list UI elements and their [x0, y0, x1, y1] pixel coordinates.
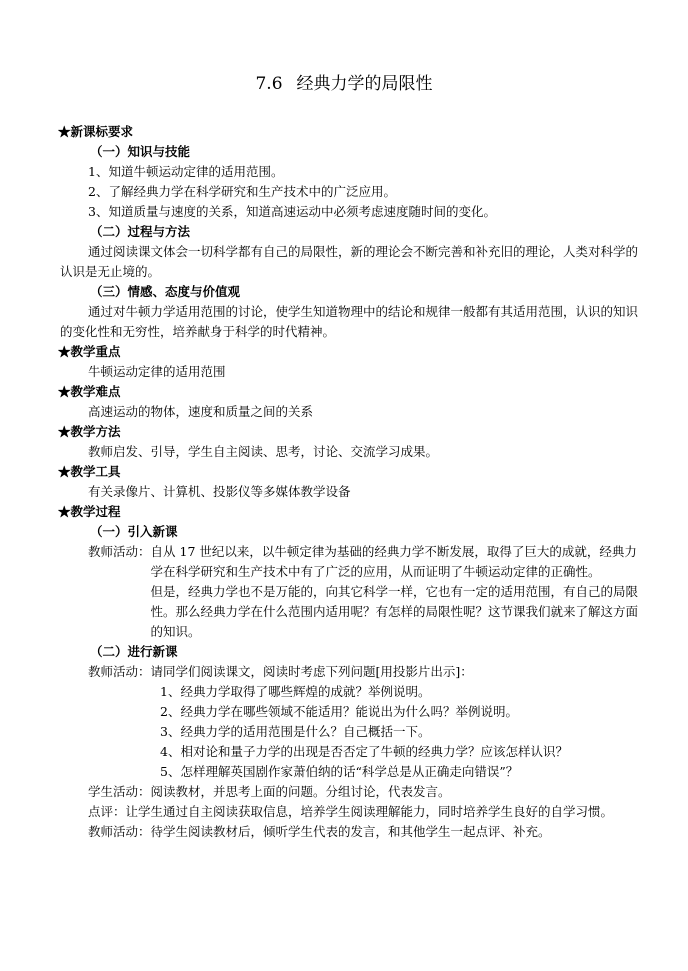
intro-paragraph-1: 自从 17 世纪以来，以牛顿定律为基础的经典力学不断发展，取得了巨大的成就，经典力学在科学研究和生产技术中有了广泛的应用，从而证明了牛顿运动定律的正确性。	[150, 544, 637, 579]
heading-emotion: （三）情感、态度与价值观	[90, 284, 241, 299]
list-item: 1、知道牛顿运动定律的适用范围。	[88, 164, 284, 179]
heading-new-lesson: （二）进行新课	[90, 644, 178, 659]
paragraph-process: 通过阅读课文体会一切科学都有自己的局限性，新的理论会不断完善和补充旧的理论，人类对科学的认识是无止境的。	[60, 244, 639, 279]
heading-tools: ★教学工具	[58, 464, 121, 479]
question-item: 1、经典力学取得了哪些辉煌的成就？举例说明。	[160, 684, 431, 699]
paragraph-emotion: 通过对牛顿力学适用范围的讨论，使学生知道物理中的结论和规律一般都有其适用范围，认识的知识的变化性和无穷性，培养献身于科学的时代精神。	[60, 304, 639, 339]
heading-key-point: ★教学重点	[58, 344, 121, 359]
heading-process: （二）过程与方法	[90, 224, 191, 239]
teacher-activity-intro	[60, 542, 640, 642]
student-activity: 学生活动：阅读教材，并思考上面的问题。分组讨论，代表发言。	[88, 784, 451, 799]
heading-difficulty: ★教学难点	[58, 384, 121, 399]
section-number: 7.6	[255, 74, 283, 94]
heading-method: ★教学方法	[58, 424, 121, 439]
list-item: 2、了解经典力学在科学研究和生产技术中的广泛应用。	[88, 184, 396, 199]
list-item: 3、知道质量与速度的关系，知道高速运动中必须考虑速度随时间的变化。	[88, 204, 496, 219]
comment-paragraph: 点评：让学生通过自主阅读获取信息，培养学生阅读理解能力，同时培养学生良好的自学习惯。	[88, 804, 614, 819]
question-item: 2、经典力学在哪些领域不能适用？能说出为什么吗？举例说明。	[160, 704, 518, 719]
key-point-text: 牛顿运动定律的适用范围	[88, 364, 226, 379]
heading-standards: ★新课标要求	[58, 124, 134, 139]
activity-label: 教师活动：	[88, 664, 151, 679]
activity-label: 教师活动：	[88, 544, 151, 559]
title-text: 经典力学的局限性	[296, 74, 433, 94]
page-title	[0, 72, 688, 96]
question-item: 5、怎样理解英国剧作家萧伯纳的话“科学总是从正确走向错误”？	[160, 764, 519, 779]
method-text: 教师启发、引导，学生自主阅读、思考，讨论、交流学习成果。	[88, 444, 439, 459]
intro-paragraph-2: 但是，经典力学也不是万能的，向其它科学一样，它也有一定的适用范围，有自己的局限性。那么经典力学在什么范围内适用呢？有怎样的局限性呢？这节课我们就来了解这方面的知识。	[150, 584, 639, 639]
heading-knowledge: （一）知识与技能	[90, 144, 191, 159]
question-item: 3、经典力学的适用范围是什么？自己概括一下。	[160, 724, 431, 739]
tools-text: 有关录像片、计算机、投影仪等多媒体教学设备	[88, 484, 351, 499]
difficulty-text: 高速运动的物体，速度和质量之间的关系	[88, 404, 314, 419]
heading-procedure: ★教学过程	[58, 504, 121, 519]
heading-intro: （一）引入新课	[90, 524, 178, 539]
question-item: 4、相对论和量子力学的出现是否否定了牛顿的经典力学？应该怎样认识？	[160, 744, 568, 759]
teacher-activity-new-lesson	[60, 662, 640, 682]
document-body	[60, 122, 640, 842]
lead-text: 请同学们阅读课文，阅读时考虑下列问题[用投影片出示]：	[150, 664, 473, 679]
teacher-activity-2: 教师活动：待学生阅读教材后，倾听学生代表的发言，和其他学生一起点评、补充。	[88, 824, 551, 839]
